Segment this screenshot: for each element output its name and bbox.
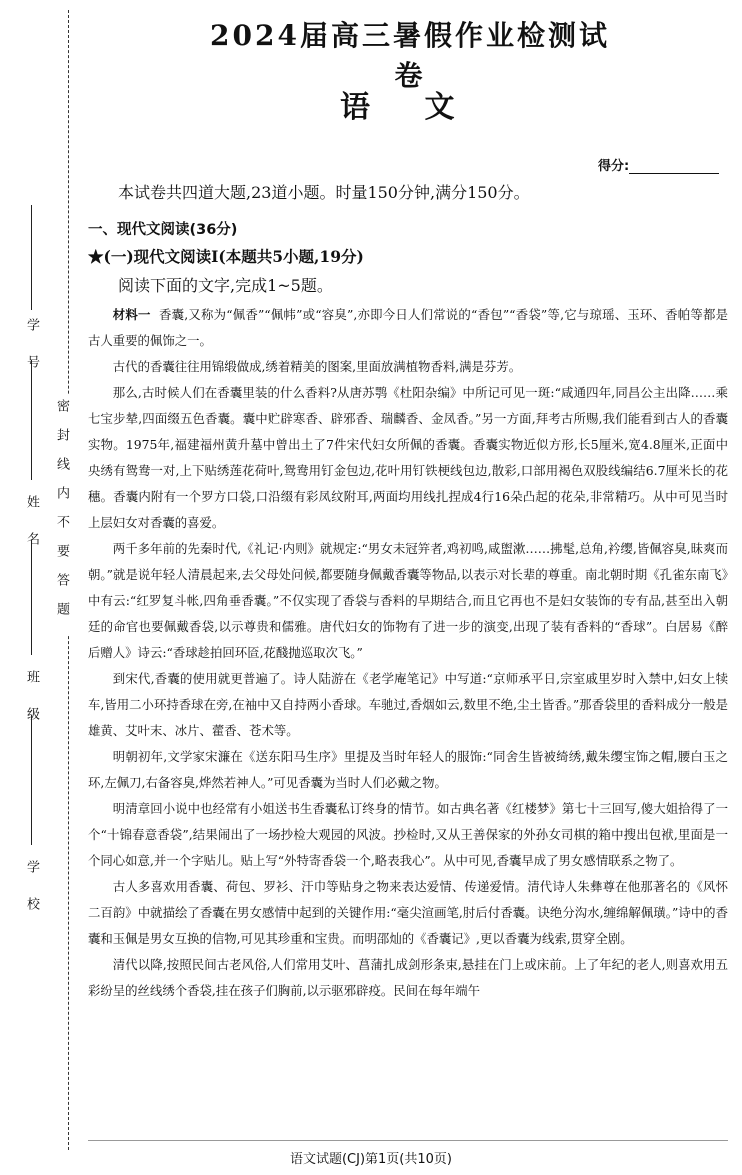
material-paragraph: 两千多年前的先秦时代,《礼记·内则》就规定:“男女未冠笄者,鸡初鸣,咸盥漱……拂髦,总角,衿缨,皆佩容臭,昧爽而朝。”就是说年轻人清晨起来,去父母处问候,都要随身佩戴香囊等物品,以表示对长辈的尊重。南北朝时期《孔雀东南飞》中有云:“红罗复斗帐,四角垂香囊。”不仅实现了香袋与香料的早期结合,而且它再也不是妇女装饰的专有品,甚至出入朝廷的命官也要佩戴香袋,以示尊贵和儒雅。唐代妇女的饰物有了进一步的演变,出现了装有香料的“香球”。白居易《醉后赠人》诗云:“香球趁拍回环匼,花醆抛巡取次飞。” xyxy=(88,541,728,660)
material-paragraph: 古代的香囊往往用锦缎做成,绣着精美的图案,里面放满植物香料,满是芬芳。 xyxy=(112,359,522,374)
material-paragraph: 那么,古时候人们在香囊里装的什么香料?从唐苏鹗《杜阳杂编》中所记可见一斑:“咸通四年,同昌公主出降……乘七宝步辇,四面缀五色香囊。囊中贮辟寒香、辟邪香、瑞麟香、金凤香。”另一方面,拜考古所赐,我们能看到古人的香囊实物。1975年,福建福州黄升墓中曾出土了7件宋代妇女所佩的香囊。香囊实物近似方形,长5厘米,宽4.8厘米,正面中央绣有鸳鸯一对,上下贴绣莲花荷叶,鸳鸯用钉金包边,花叶用钉铁梗线包边,散彩,口部用褐色双股线编结6.7厘米长的花穗。香囊内附有一个罗方口袋,口沿缀有彩凤纹附耳,两面均用线扎捏成4行16朵凸起的花朵,非常精巧。从中可见当时上层妇女对香囊的喜爱。 xyxy=(88,385,728,530)
footer-rule xyxy=(88,1140,728,1141)
material-paragraph: 到宋代,香囊的使用就更普遍了。诗人陆游在《老学庵笔记》中写道:“京师承平日,宗室戚里岁时入禁中,妇女上犊车,皆用二小环持香球在旁,在袖中又自持两小香球。车驰过,香烟如云,数里不绝,尘土皆香。”那香袋里的香料成分一般是雄黄、艾叶末、冰片、藿香、苍术等。 xyxy=(88,671,728,738)
section-heading: 一、现代文阅读(36分) xyxy=(88,222,238,238)
score-blank xyxy=(629,159,719,174)
score-field xyxy=(598,155,719,174)
page-footer: 语文试题(CJ)第1页(共10页) xyxy=(289,1152,452,1167)
seal-margin xyxy=(0,0,88,1175)
class-label: 班 级 xyxy=(24,670,39,731)
name-blank xyxy=(31,540,32,655)
school-label: 学 校 xyxy=(24,860,39,921)
material-paragraph: 古人多喜欢用香囊、荷包、罗衫、汗巾等贴身之物来表达爱情、传递爱情。清代诗人朱彝尊在他那著名的《风怀二百韵》中就描绘了香囊在男女感情中起到的关键作用:“毫尖渲画笔,肘后付香囊。诀绝分沟水,缠绵解佩璜。”诗中的香囊和玉佩是男女互换的信物,可见其珍重和宝贵。而明邵灿的《香囊记》,更以香囊为线索,贯穿全剧。 xyxy=(88,879,728,946)
class-blank xyxy=(31,715,32,845)
subject-title: 语 文 xyxy=(340,90,477,125)
exam-title: 2024届高三暑假作业检测试卷 xyxy=(210,19,610,92)
id-blank-lower xyxy=(31,360,32,480)
id-label: 学 号 xyxy=(24,318,39,379)
reading-instruction: 阅读下面的文字,完成1~5题。 xyxy=(118,276,333,295)
id-blank xyxy=(31,205,32,310)
subsection-heading: ★(一)现代文阅读Ⅰ(本题共5小题,19分) xyxy=(88,247,364,266)
material-paragraph: 明朝初年,文学家宋濂在《送东阳马生序》里提及当时年轻人的服饰:“同舍生皆被绮绣,戴朱缨宝饰之帽,腰白玉之环,左佩刀,右备容臭,烨然若神人。”可见香囊为当时人们必戴之物。 xyxy=(88,749,728,790)
score-label: 得分: xyxy=(598,159,630,174)
seal-warning: 密封线内不要答题 xyxy=(52,395,71,635)
name-label: 姓 名 xyxy=(24,495,39,556)
material-paragraph: 清代以降,按照民间古老风俗,人们常用艾叶、菖蒲扎成剑形条束,悬挂在门上或床前。上了年纪的老人,则喜欢用五彩纷呈的丝线绣个香袋,挂在孩子们胸前,以示驱邪辟疫。民间在每年端午 xyxy=(88,957,728,998)
material-paragraph: 材料一 香囊,又称为“佩香”“佩帏”或“容臭”,亦即今日人们常说的“香包”“香袋”等,它与琼瑶、玉环、香帕等都是古人重要的佩饰之一。 xyxy=(88,307,728,348)
main-content xyxy=(88,218,728,1004)
material-paragraph: 明清章回小说中也经常有小姐送书生香囊私订终身的情节。如古典名著《红楼梦》第七十三回写,傻大姐拾得了一个“十锦春意香袋”,结果闹出了一场抄检大观园的风波。抄检时,又从王善保家的外孙女司棋的箱中搜出包袱,里面是一个同心如意,并一个字贴儿。贴上写“外特寄香袋一个,略表我心”。从中可见,香囊早成了男女感情联系之物了。 xyxy=(88,801,728,868)
exam-intro: 本试卷共四道大题,23道小题。时量150分钟,满分150分。 xyxy=(118,183,530,202)
material-label: 材料一 xyxy=(112,307,151,322)
